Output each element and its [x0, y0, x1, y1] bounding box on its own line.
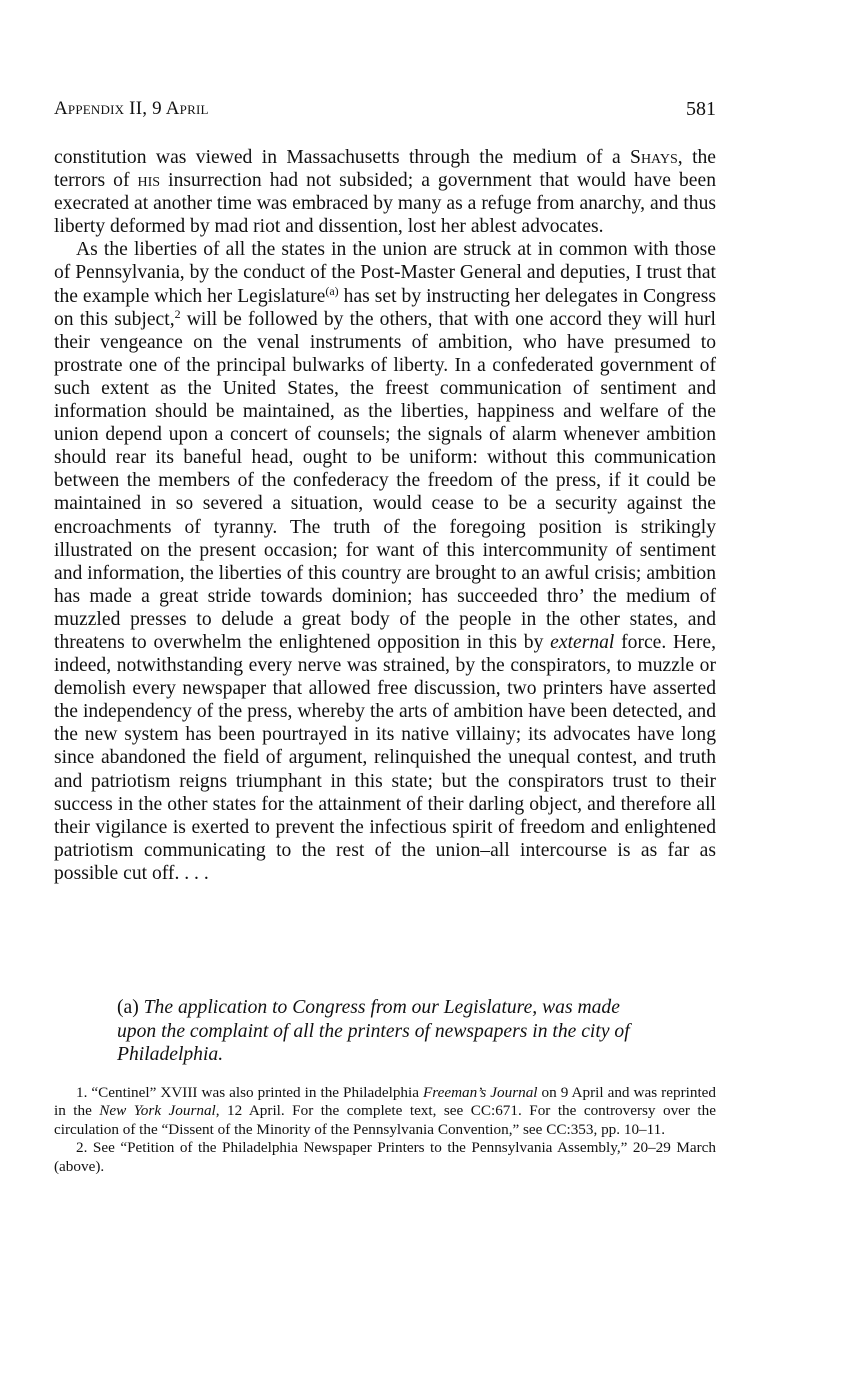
paragraph-2-text-2: has set by instructing her delegates in Congress on this subject,	[54, 285, 716, 330]
paragraph-1-text-3: insurrection had not subsided; a government that would have been execrated at another time was embraced by many as a refuge from anarchy, and thus liberty deformed by mad riot and dissention, lost her ablest advocates.	[54, 170, 716, 238]
author-note-a	[117, 996, 662, 1067]
author-note-text: The application to Congress from our Legislature, was made upon the complaint of all the printers of newspapers in the city of Philadelphia.	[117, 997, 630, 1066]
footnote-1-title-freemans-journal: Freeman’s Journal	[422, 1084, 538, 1101]
paragraph-2-text-1: As the liberties of all the states in the union are struck at in common with those of Pennsylvania, by the conduct of the Post-Master General and deputies, I trust that the example which her Legislature	[54, 239, 716, 307]
body-text	[54, 146, 716, 885]
note-reference-a: (a)	[325, 283, 339, 298]
footnotes	[54, 1084, 716, 1176]
footnote-1-text-1: 1. “Centinel” XVIII was also printed in the Philadelphia	[76, 1084, 423, 1101]
footnote-1	[54, 1084, 716, 1139]
footnote-2-text: 2. See “Petition of the Philadelphia Newspaper Printers to the Pennsylvania Assembly,” 20–29 March (above).	[54, 1139, 716, 1175]
shays-small-caps: Shays	[630, 147, 678, 168]
running-head	[54, 98, 716, 124]
running-head-title: Appendix II, 9 April	[54, 98, 209, 119]
author-note-label: (a)	[117, 997, 139, 1018]
paragraph-1-text-2: , the terrors of	[54, 147, 717, 192]
paragraph-1	[54, 146, 716, 238]
footnote-reference-2: 2	[174, 306, 181, 321]
paragraph-1-text-1: constitution was viewed in Massachusetts through the medium of a	[54, 147, 631, 168]
paragraph-2-text-3: will be followed by the others, that with one accord they will hurl their vengeance on the venal instruments of ambition, who have presumed to prostrate one of the principal bulwarks of liberty. In a confederated government of such extent as the United States, the freest communication of sentiment and information should be maintained, as the liberties, happiness and welfare of the union depend upon a concert of counsels; the signals of alarm whenever ambition should rear its baneful head, ought to be uniform: without this communication between the members of the confederacy the freedom of the press, if it could be maintained in so severed a situation, would cease to be a security against the encroachments of tyranny. The truth of the foregoing position is strikingly illustrated on the present occasion; for want of this intercommunity of sentiment and information, the liberties of this country are brought to an awful crisis; ambition has made a great stride towards dominion; has succeeded thro’ the medium of muzzled presses to delude a great body of the people in the other states, and threatens to overwhelm the enlightened opposition in this by	[54, 308, 716, 653]
footnote-1-title-new-york-journal: New York Journal	[99, 1102, 216, 1120]
footnote-2	[54, 1139, 716, 1176]
paragraph-2	[54, 238, 716, 885]
footnote-1-text-2: on 9 April and was reprinted in the	[54, 1084, 716, 1120]
footnote-1-text-3: , 12 April. For the complete text, see CC:671. For the controversy over the circulation of the “Dissent of the Minority of the Pennsylvania Convention,” see CC:353, pp. 10–11.	[54, 1102, 716, 1138]
page-number: 581	[686, 98, 716, 120]
paragraph-2-text-4: force. Here, indeed, notwithstanding every nerve was strained, by the conspirators, to muzzle or demolish every newspaper that allowed free discussion, two printers have asserted the independency of the press, whereby the arts of ambition have been detected, and the new system has been pourtrayed in its native villainy; its advocates have long since abandoned the field of argument, relinquished the unequal contest, and truth and patriotism reigns triumphant in this state; but the conspirators trust to their success in the other states for the attainment of their darling object, and therefore all their vigilance is exerted to prevent the infectious spirit of freedom and enlightened patriotism communicating to the rest of the union–all intercourse is as far as possible cut off. . . .	[54, 631, 716, 884]
emphasis-external: external	[550, 631, 615, 653]
his-small-caps: his	[137, 170, 161, 192]
